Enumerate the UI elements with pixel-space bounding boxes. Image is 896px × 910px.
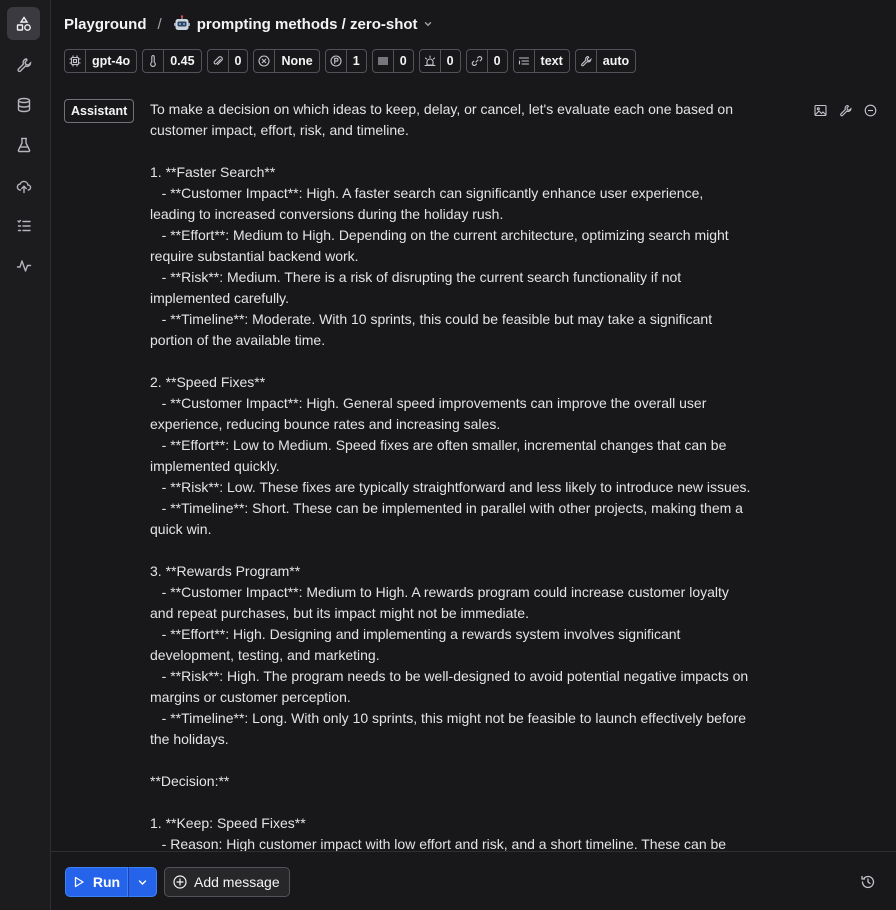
- message-line: development, testing, and marketing.: [150, 647, 380, 663]
- message-toolbar: [812, 102, 878, 118]
- presence-penalty-chip[interactable]: [466, 49, 508, 73]
- remove-message-button[interactable]: [862, 102, 878, 118]
- chevron-down-icon[interactable]: [423, 19, 433, 29]
- message-line: leading to increased conversions during the holiday rush.: [150, 206, 504, 222]
- message-line: - Reason: High customer impact with low effort and risk, and a short timeline. These can be: [150, 836, 727, 851]
- message-line: [150, 750, 815, 771]
- sidebar: [0, 0, 51, 910]
- evaluations-nav-button[interactable]: [7, 209, 40, 242]
- experiments-nav-button[interactable]: [7, 128, 40, 161]
- message-line: 1. **Keep: Speed Fixes**: [150, 815, 306, 831]
- cloud-upload-icon: [16, 178, 32, 194]
- message-line: customer impact, effort, risk, and timeline.: [150, 122, 409, 138]
- image-icon: [814, 104, 827, 117]
- tool-choice-chip[interactable]: [575, 49, 636, 73]
- message-line: - **Timeline**: Moderate. With 10 sprints, this could be feasible but may take a significant: [150, 311, 713, 327]
- wrench-icon: [16, 57, 32, 73]
- attachments-value: 0: [234, 54, 242, 68]
- frequency-icon: [424, 55, 436, 67]
- frequency-penalty-chip[interactable]: [419, 49, 461, 73]
- message-line: implemented quickly.: [150, 458, 280, 474]
- message-line: [150, 141, 815, 162]
- message-line: 2. **Speed Fixes**: [150, 374, 266, 390]
- message-line: - **Customer Impact**: High. A faster search can significantly enhance user experience,: [150, 185, 704, 201]
- temperature-value: 0.45: [170, 54, 195, 68]
- top-p-value: 1: [352, 54, 360, 68]
- presence-penalty-value: 0: [493, 54, 501, 68]
- prompt-title[interactable]: prompting methods / zero-shot: [196, 15, 418, 33]
- list-check-icon: [16, 218, 32, 234]
- cpu-icon: [69, 55, 81, 67]
- add-image-button[interactable]: [812, 102, 828, 118]
- list-format-icon: [518, 55, 530, 67]
- message-line: To make a decision on which ideas to keep, delay, or cancel, let's evaluate each one based on: [150, 101, 734, 117]
- message-line: margins or customer perception.: [150, 689, 351, 705]
- add-message-button[interactable]: [164, 867, 290, 897]
- run-options-dropdown[interactable]: [128, 867, 157, 897]
- wrench-icon: [580, 55, 592, 67]
- attachments-chip[interactable]: [207, 49, 249, 73]
- flask-icon: [16, 137, 32, 153]
- tools-nav-button[interactable]: [7, 48, 40, 81]
- run-button-group: [65, 867, 157, 897]
- top-p-chip[interactable]: [325, 49, 367, 73]
- max-tokens-value: 0: [399, 54, 407, 68]
- frequency-penalty-value: 0: [446, 54, 454, 68]
- history-icon[interactable]: [860, 874, 876, 890]
- message-line: - **Customer Impact**: Medium to High. A rewards program could increase customer loyalty: [150, 584, 729, 600]
- add-tool-button[interactable]: [837, 102, 853, 118]
- model-chip[interactable]: [64, 49, 137, 73]
- p-circle-icon: [330, 55, 342, 67]
- message-line: 1. **Faster Search**: [150, 164, 276, 180]
- message-line: implemented carefully.: [150, 290, 290, 306]
- message-line: 3. **Rewards Program**: [150, 563, 301, 579]
- x-circle-icon: [258, 55, 270, 67]
- play-icon: [73, 876, 85, 888]
- tool-choice-value: auto: [602, 54, 630, 68]
- message-line: - **Risk**: Medium. There is a risk of disrupting the current search functionality if not: [150, 269, 682, 285]
- response-format-value: text: [540, 54, 563, 68]
- model-parameters: [64, 49, 636, 73]
- playground-link[interactable]: Playground: [64, 15, 147, 33]
- datasets-nav-button[interactable]: [7, 88, 40, 121]
- database-icon: [16, 97, 32, 113]
- minus-circle-icon: [864, 104, 877, 117]
- model-value: gpt-4o: [92, 54, 131, 68]
- role-selector[interactable]: Assistant: [64, 99, 134, 123]
- monitoring-nav-button[interactable]: [7, 249, 40, 282]
- message-line: - **Effort**: High. Designing and implementing a rewards system involves significant: [150, 626, 681, 642]
- message-line: portion of the available time.: [150, 332, 326, 348]
- activity-icon: [16, 258, 32, 274]
- paperclip-icon: [212, 55, 224, 67]
- chevron-down-icon: [137, 877, 148, 888]
- message-line: - **Effort**: Low to Medium. Speed fixes are often smaller, incremental changes that can be: [150, 437, 727, 453]
- message-line: require substantial backend work.: [150, 248, 359, 264]
- assistant-message-content[interactable]: [150, 99, 815, 851]
- message-line: quick win.: [150, 521, 212, 537]
- message-line: - **Timeline**: Long. With only 10 sprints, this might not be feasible to launch effectively before: [150, 710, 747, 726]
- message-line: the holidays.: [150, 731, 229, 747]
- response-format-chip[interactable]: [513, 49, 570, 73]
- max-tokens-chip[interactable]: [372, 49, 414, 73]
- message-line: experience, reducing bounce rates and increasing sales.: [150, 416, 501, 432]
- message-line: **Decision:**: [150, 773, 230, 789]
- temperature-chip[interactable]: [142, 49, 201, 73]
- breadcrumb: [64, 12, 433, 36]
- thermometer-icon: [147, 55, 159, 67]
- playground-nav-button[interactable]: [7, 7, 40, 40]
- message-line: - **Effort**: Medium to High. Depending on the current architecture, optimizing search might: [150, 227, 729, 243]
- wrench-icon: [839, 104, 852, 117]
- message-line: - **Risk**: Low. These fixes are typically straightforward and less likely to introduce new issues.: [150, 479, 751, 495]
- add-message-label: Add message: [194, 874, 280, 890]
- breadcrumb-separator: /: [157, 15, 162, 33]
- message-line: [150, 792, 815, 813]
- message-line: and repeat purchases, but its impact might not be immediate.: [150, 605, 529, 621]
- message-line: - **Customer Impact**: High. General speed improvements can improve the overall user: [150, 395, 707, 411]
- stop-sequence-value: None: [281, 54, 313, 68]
- link-icon: [471, 55, 483, 67]
- run-label: Run: [92, 874, 121, 890]
- run-button[interactable]: [65, 867, 128, 897]
- shapes-icon: [16, 16, 32, 32]
- message-line: - **Risk**: High. The program needs to be well-designed to avoid potential negative impacts on: [150, 668, 749, 684]
- deploy-nav-button[interactable]: [7, 169, 40, 202]
- message-line: [150, 540, 815, 561]
- stop-sequence-chip[interactable]: [253, 49, 319, 73]
- robot-icon: [173, 15, 191, 33]
- plus-circle-icon: [173, 875, 187, 889]
- footer-bar: [51, 851, 896, 910]
- message-line: [150, 351, 815, 372]
- barcode-icon: [377, 55, 389, 67]
- message-line: - **Timeline**: Short. These can be implemented in parallel with other projects, making them a: [150, 500, 743, 516]
